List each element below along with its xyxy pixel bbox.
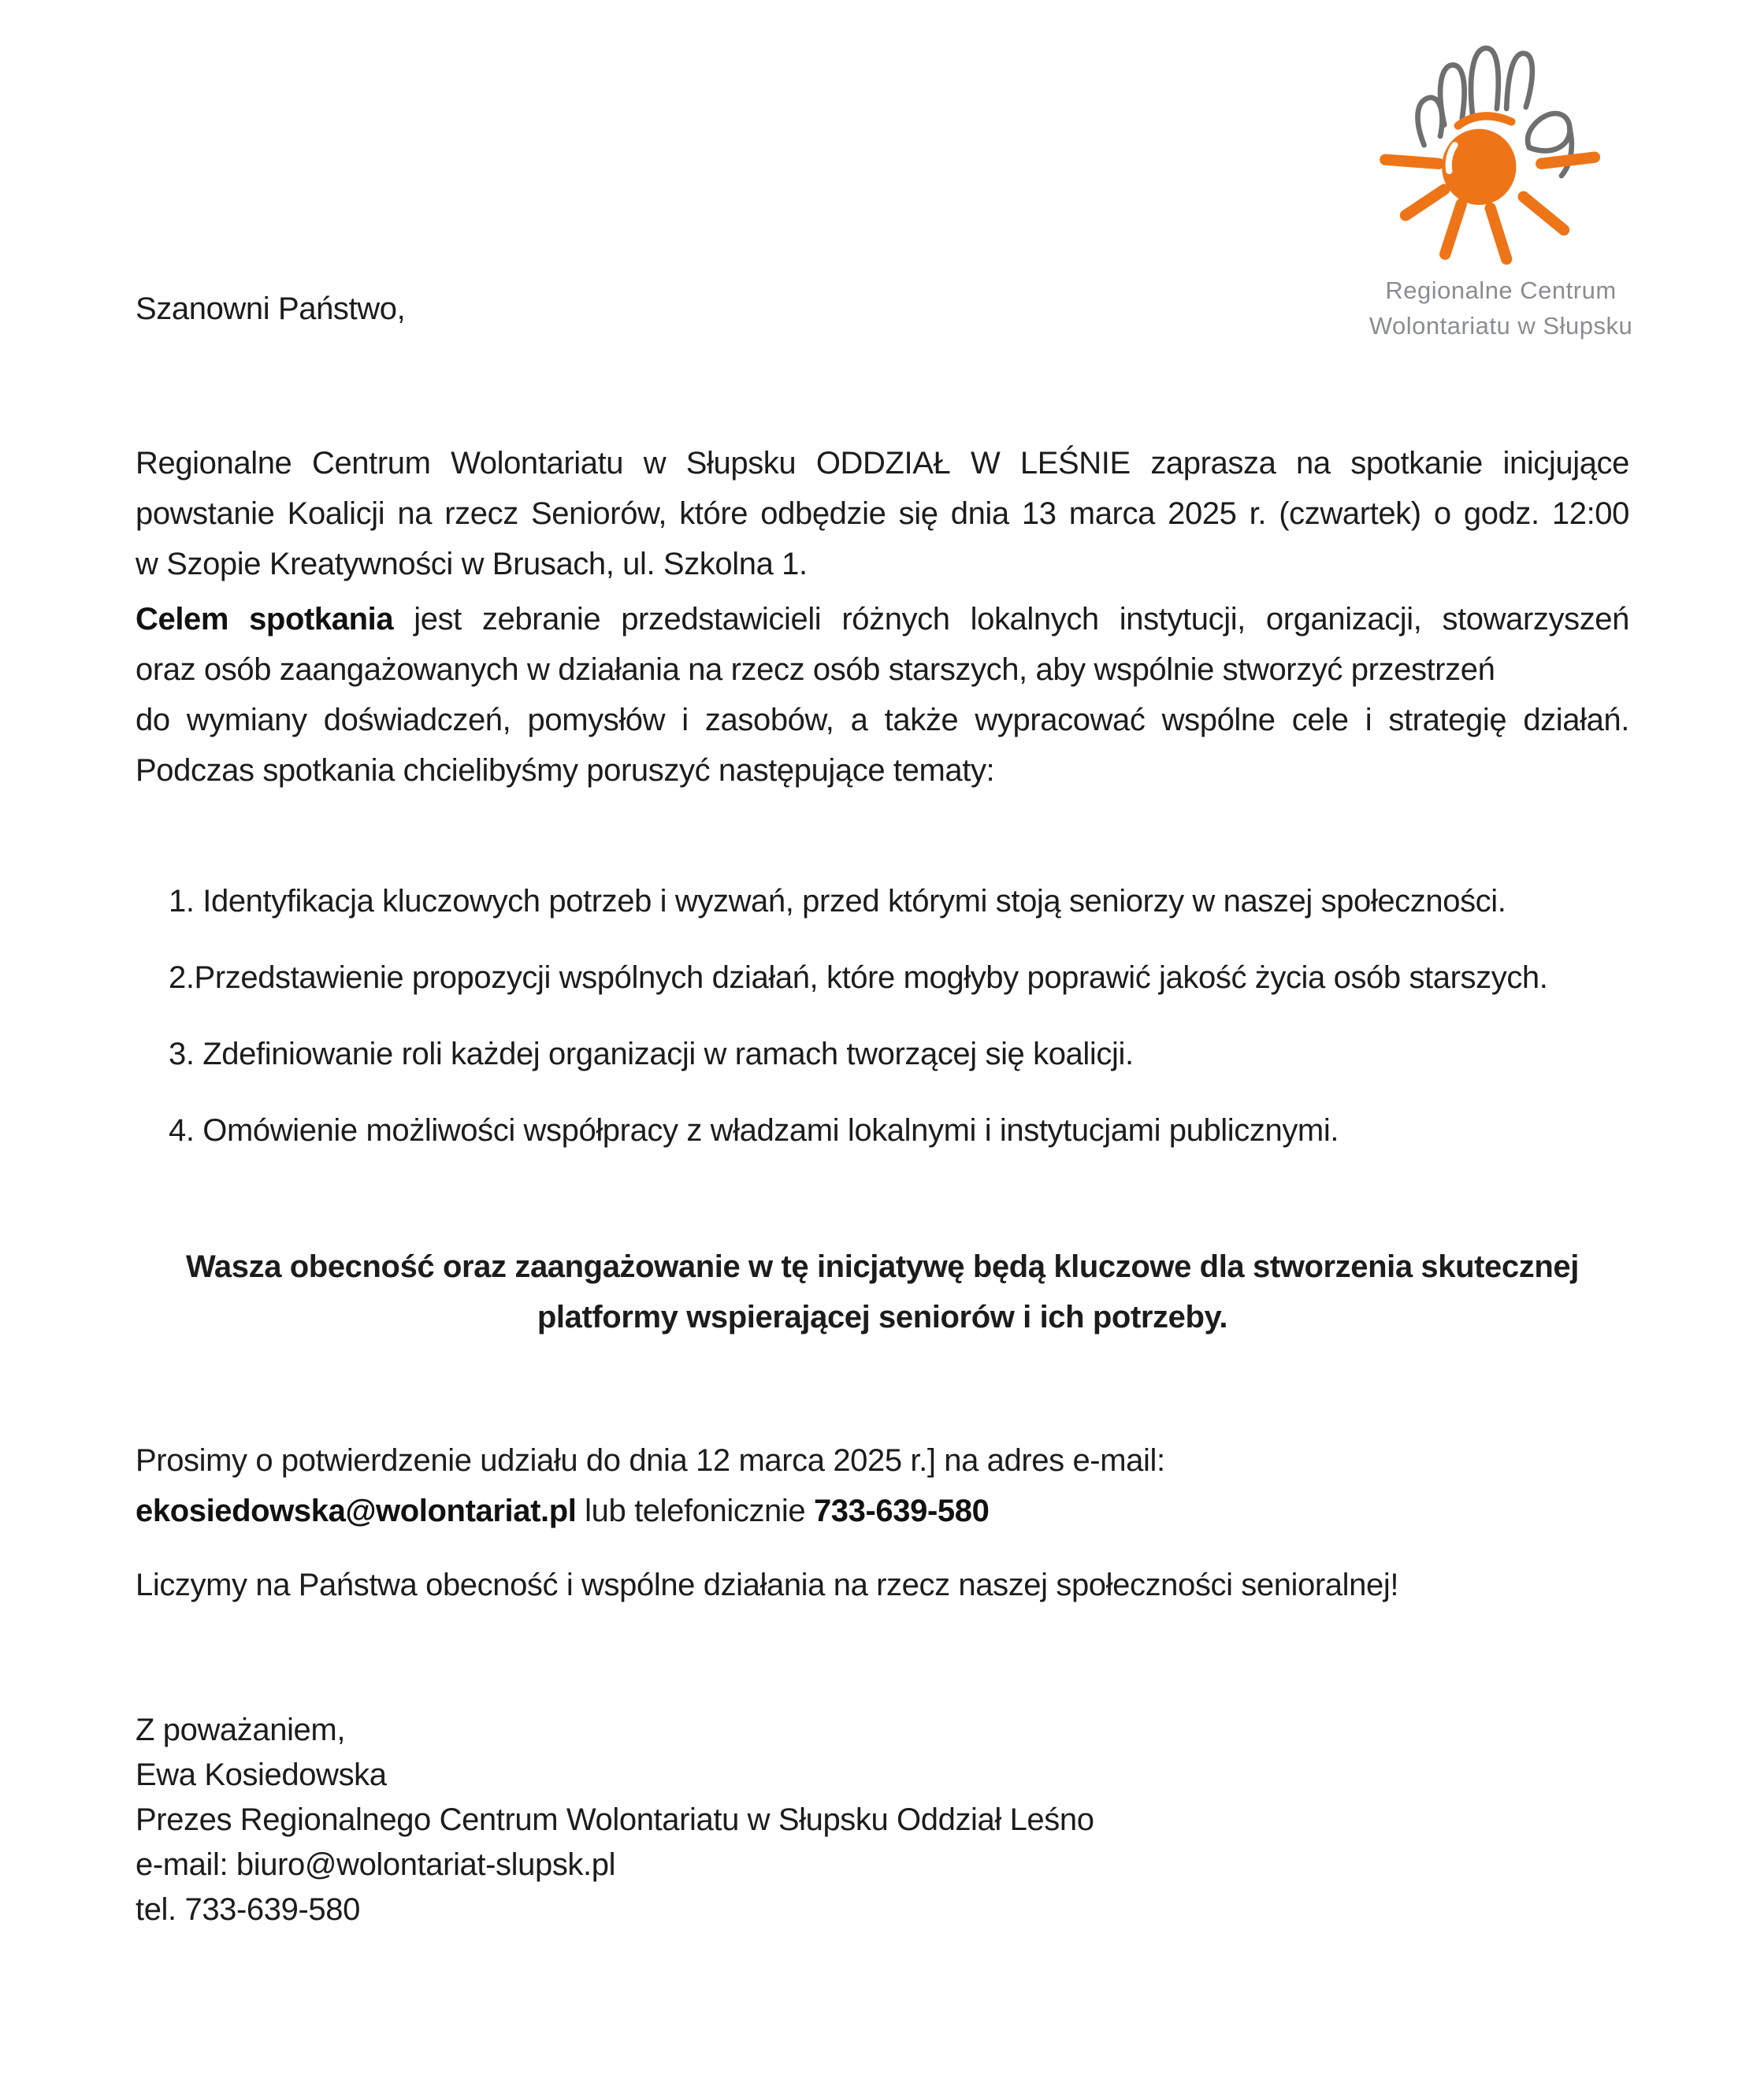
highlight-statement xyxy=(136,1242,1629,1342)
sun xyxy=(1385,116,1595,258)
signature-phone: tel. 733-639-580 xyxy=(136,1892,360,1927)
paragraph-invitation-line2: powstanie Koalicji na rzecz Seniorów, które odbędzie się dnia 13 marca 2025 r. (czwartek) o godz. 12:00 xyxy=(136,496,1629,531)
closing-line: Liczymy na Państwa obecność i wspólne działania na rzecz naszej społeczności senioralnej! xyxy=(136,1568,1399,1602)
topic-item-3: 3. Zdefiniowanie roli każdej organizacji w ramach tworzącej się koalicji. xyxy=(169,1037,1134,1071)
logo-caption-line2: Wolontariatu w Słupsku xyxy=(1368,312,1633,340)
signature-name: Ewa Kosiedowska xyxy=(136,1758,387,1792)
paragraph-goal-line2: oraz osób zaangażowanych w działania na rzecz osób starszych, aby wspólnie stworzyć przestrzeń xyxy=(136,652,1495,687)
paragraph-goal-line3: do wymiany doświadczeń, pomysłów i zasobów, a także wypracować wspólne cele i strategię działań. xyxy=(136,703,1629,737)
rsvp-phone: 733-639-580 xyxy=(813,1494,990,1528)
highlight-line1: Wasza obecność oraz zaangażowanie w tę inicjatywę będą kluczowe dla stworzenia skutecznej xyxy=(186,1249,1579,1284)
signature-email: e-mail: biuro@wolontariat-slupsk.pl xyxy=(136,1847,616,1882)
rsvp-line1: Prosimy o potwierdzenie udziału do dnia 12 marca 2025 r.] na adres e-mail: xyxy=(136,1443,1165,1478)
paragraph-invitation xyxy=(136,438,1629,589)
rsvp-middle: lub telefonicznie xyxy=(576,1494,814,1528)
paragraph-goal xyxy=(136,594,1629,796)
paragraph-goal-line4: Podczas spotkania chcielibyśmy poruszyć następujące tematy: xyxy=(136,753,995,788)
signature-block xyxy=(136,1708,1629,1932)
topic-item-1: 1. Identyfikacja kluczowych potrzeb i wyzwań, przed którymi stoją seniorzy w naszej społeczności. xyxy=(169,884,1506,919)
paragraph-invitation-line1: Regionalne Centrum Wolontariatu w Słupsku ODDZIAŁ W LEŚNIE zaprasza na spotkanie inicjujące xyxy=(136,446,1629,481)
topic-item-4: 4. Omówienie możliwości współpracy z władzami lokalnymi i instytucjami publicznymi. xyxy=(169,1113,1339,1148)
topics-list xyxy=(136,876,1629,1182)
topic-item-2: 2.Przedstawienie propozycji wspólnych działań, które mogłyby poprawić jakość życia osób starszych. xyxy=(169,960,1548,995)
paragraph-goal-line1 xyxy=(136,594,1629,644)
highlight-line2: platformy wspierającej seniorów i ich potrzeby. xyxy=(537,1300,1228,1334)
logo-caption-line1: Regionalne Centrum xyxy=(1385,277,1617,304)
paragraph-invitation-line3: w Szopie Kreatywności w Brusach, ul. Szkolna 1. xyxy=(136,547,808,581)
rsvp-paragraph xyxy=(136,1435,1629,1536)
goal-bold-lead: Celem spotkania xyxy=(136,602,394,637)
hand-sun-logo-icon xyxy=(1367,44,1635,266)
signature-valediction: Z poważaniem, xyxy=(136,1713,346,1747)
rsvp-line2 xyxy=(136,1486,1629,1536)
goal-line1-rest: jest zebranie przedstawicieli różnych lokalnych instytucji, organizacji, stowarzyszeń xyxy=(393,602,1629,637)
greeting: Szanowni Państwo, xyxy=(136,291,406,326)
signature-title: Prezes Regionalnego Centrum Wolontariatu w Słupsku Oddział Leśno xyxy=(136,1802,1094,1837)
rsvp-email: ekosiedowska@wolontariat.pl xyxy=(136,1494,577,1528)
